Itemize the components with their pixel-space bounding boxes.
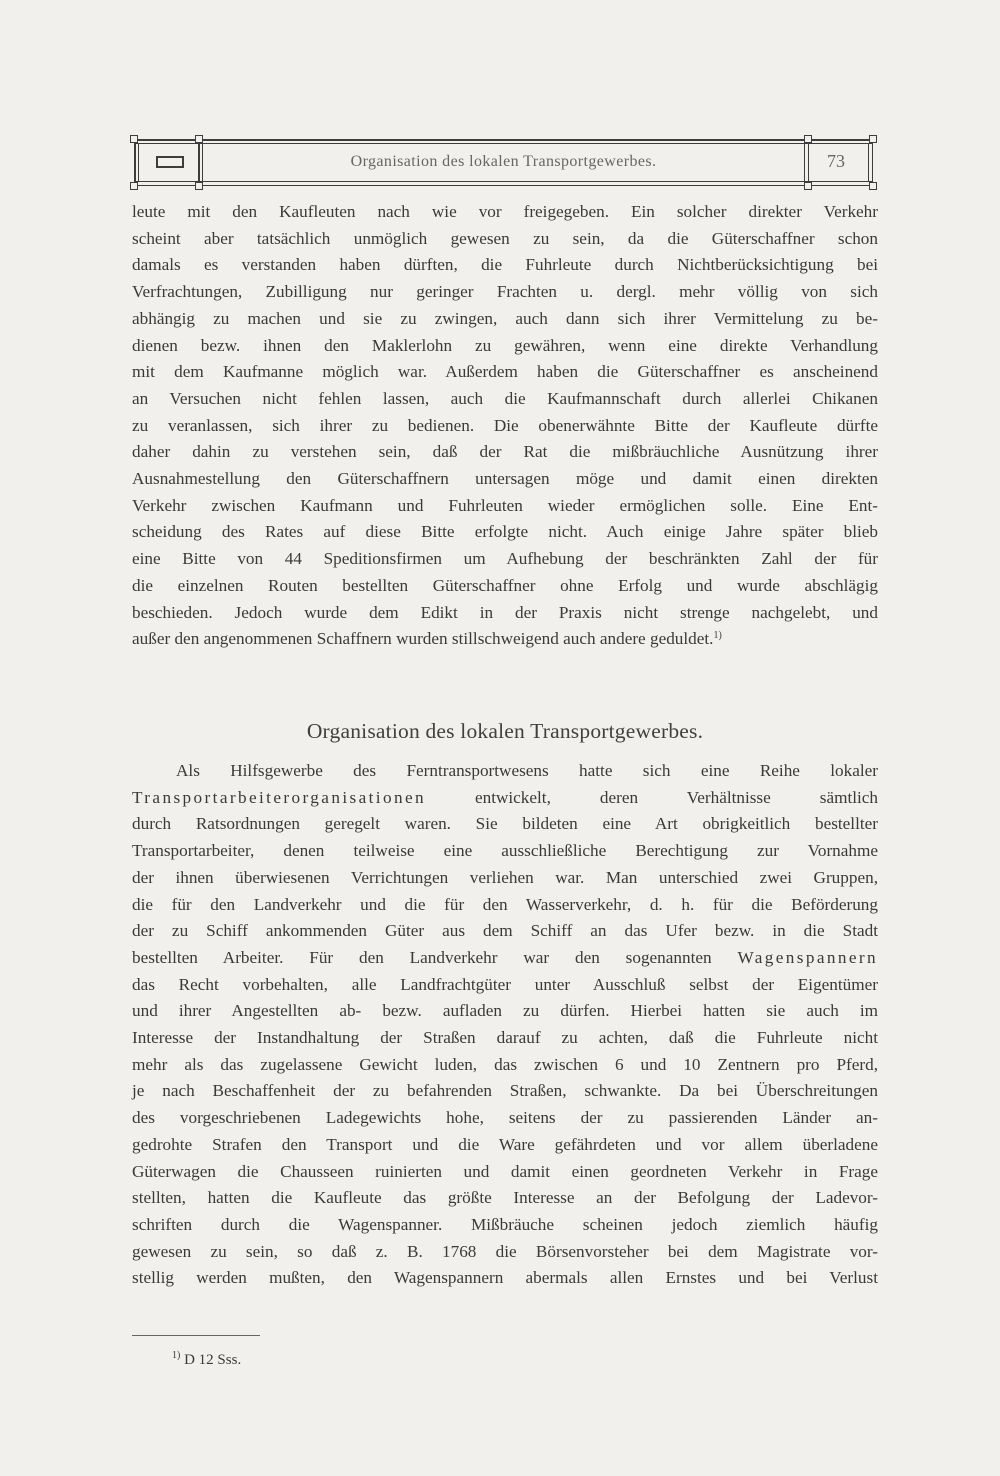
header-ornament-icon	[156, 156, 184, 168]
footnote-text: D 12 Sss.	[184, 1352, 242, 1368]
header-rule-right-inner	[868, 143, 869, 182]
text-line-content: entwickelt, deren Verhältnisse sämtlich	[425, 787, 878, 807]
header-divider-left	[198, 139, 200, 186]
header-rule-left-inner	[138, 143, 139, 182]
text-line: leute mit den Kaufleuten nach wie vor freigegeben. Ein solcher direkter Verkehr	[132, 202, 878, 221]
text-line: abhängig zu machen und sie zu zwingen, auch dann sich ihrer Vermittelung zu be-	[132, 308, 878, 328]
text-line: schriften durch die Wagenspanner. Mißbräuche scheinen jedoch ziemlich häufig	[132, 1214, 878, 1234]
text-line: Als Hilfsgewerbe des Ferntransportwesens hatte sich eine Reihe lokaler	[176, 761, 878, 780]
header-corner-square	[804, 182, 812, 190]
text-line	[132, 945, 878, 972]
text-line: Ausnahmestellung den Güterschaffnern untersagen möge und damit einen direkten	[132, 469, 878, 489]
paragraph-1	[132, 199, 878, 653]
text-line: mit dem Kaufmanne möglich war. Außerdem haben die Güterschaffner es anscheinend	[132, 362, 878, 382]
text-line: dienen bezw. ihnen den Maklerlohn zu gewähren, wenn eine direkte Verhandlung	[132, 335, 878, 355]
spaced-term: Wagenspannern	[737, 947, 878, 967]
text-line: Güterwagen die Chausseen ruinierten und damit einen geordneten Verkehr in Frage	[132, 1161, 878, 1181]
text-line: das Recht vorbehalten, alle Landfrachtgüter unter Ausschluß selbst der Eigentümer	[132, 974, 878, 994]
header-corner-square	[869, 182, 877, 190]
header-rule-left-outer	[134, 139, 136, 186]
text-line: und ihrer Angestellten ab- bezw. aufladen zu dürfen. Hierbei hatten sie auch im	[132, 1001, 878, 1021]
text-line: stellig werden mußten, den Wagenspannern abermals allen Ernstes und bei Verlust	[132, 1268, 878, 1288]
text-line	[132, 785, 878, 812]
text-line: die einzelnen Routen bestellten Güterschaffner ohne Erfolg und wurde abschlägig	[132, 575, 878, 595]
text-line: beschieden. Jedoch wurde dem Edikt in der Praxis nicht strenge nachgelebt, und	[132, 602, 878, 622]
text-line: daher dahin zu verstehen sein, daß der Rat die mißbräuchliche Ausnützung ihrer	[132, 442, 878, 462]
text-line: eine Bitte von 44 Speditionsfirmen um Aufhebung der beschränkten Zahl der für	[132, 549, 878, 569]
paragraph-2	[132, 758, 878, 1292]
text-line-last	[132, 626, 878, 653]
text-line-content: außer den angenommenen Schaffnern wurden stillschweigend auch andere geduldet.	[132, 629, 714, 649]
header-corner-square	[869, 135, 877, 143]
header-rule-right-outer	[872, 139, 874, 186]
footnote-reference: 1)	[713, 630, 722, 642]
running-header	[130, 135, 877, 190]
text-line: der ihnen überwiesenen Verrichtungen verliehen war. Man unterschied zwei Gruppen,	[132, 867, 878, 887]
text-line: Verfrachtungen, Zubilligung nur geringer Frachten u. dergl. mehr völlig von sich	[132, 282, 878, 302]
text-line: Interesse der Instandhaltung der Straßen darauf zu achten, daß die Fuhrleute nicht	[132, 1028, 878, 1048]
header-rule-bottom-inner	[134, 181, 873, 182]
text-line: Transportarbeiter, denen teilweise eine ausschließliche Berechtigung zur Vornahme	[132, 841, 878, 861]
header-corner-square	[130, 182, 138, 190]
text-line: gedrohte Strafen den Transport und die Ware gefährdeten und vor allem überladene	[132, 1134, 878, 1154]
running-title: Organisation des lokalen Transportgewerbes.	[350, 153, 657, 170]
section-heading: Organisation des lokalen Transportgewerbes.	[306, 719, 704, 743]
header-divider-right-inner	[804, 143, 805, 182]
header-rule-top-inner	[134, 143, 873, 144]
text-line: gewesen zu sein, so daß z. B. 1768 die Börsenvorsteher bei dem Magistrate vor-	[132, 1241, 878, 1261]
header-divider-right	[808, 139, 810, 186]
header-corner-square	[130, 135, 138, 143]
text-line: durch Ratsordnungen geregelt waren. Sie bildeten eine Art obrigkeitlich bestellter	[132, 814, 878, 834]
header-rule-top-outer	[134, 139, 873, 141]
text-line: damals es verstanden haben dürften, die Fuhrleute durch Nichtberücksichtigung bei	[132, 255, 878, 275]
spaced-term: Transportarbeiterorganisationen	[132, 787, 426, 807]
footnote	[172, 1352, 241, 1369]
text-line: an Versuchen nicht fehlen lassen, auch die Kaufmannschaft durch allerlei Chikanen	[132, 388, 878, 408]
footnote-rule	[132, 1335, 260, 1336]
header-corner-square	[804, 135, 812, 143]
text-line: Verkehr zwischen Kaufmann und Fuhrleuten wieder ermöglichen solle. Eine Ent-	[132, 495, 878, 515]
text-line: scheidung des Rates auf diese Bitte erfolgte nicht. Auch einige Jahre später blieb	[132, 522, 878, 542]
text-line: des vorgeschriebenen Ladegewichts hohe, seitens der zu passierenden Länder an-	[132, 1108, 878, 1128]
header-corner-square	[195, 135, 203, 143]
header-corner-square	[195, 182, 203, 190]
footnote-marker: 1)	[172, 1350, 181, 1361]
text-line: die für den Landverkehr und die für den Wasserverkehr, d. h. für die Beförderung	[132, 894, 878, 914]
text-line: mehr als das zugelassene Gewicht luden, das zwischen 6 und 10 Zentnern pro Pferd,	[132, 1054, 878, 1074]
text-line: stellten, hatten die Kaufleute das größte Interesse an der Befolgung der Ladevor-	[132, 1188, 878, 1208]
page-number: 73	[827, 151, 845, 171]
header-rule-bottom-outer	[134, 185, 873, 187]
text-line-content: bestellten Arbeiter. Für den Landverkehr war den sogenannten	[132, 947, 738, 967]
text-line: je nach Beschaffenheit der zu befahrenden Straßen, schwankte. Da bei Überschreitungen	[132, 1081, 878, 1101]
text-line: der zu Schiff ankommenden Güter aus dem Schiff an das Ufer bezw. in die Stadt	[132, 921, 878, 941]
header-divider-left-inner	[202, 143, 203, 182]
text-line: zu veranlassen, sich ihrer zu bedienen. Die obenerwähnte Bitte der Kaufleute dürfte	[132, 415, 878, 435]
text-line: scheint aber tatsächlich unmöglich gewesen zu sein, da die Güterschaffner schon	[132, 228, 878, 248]
